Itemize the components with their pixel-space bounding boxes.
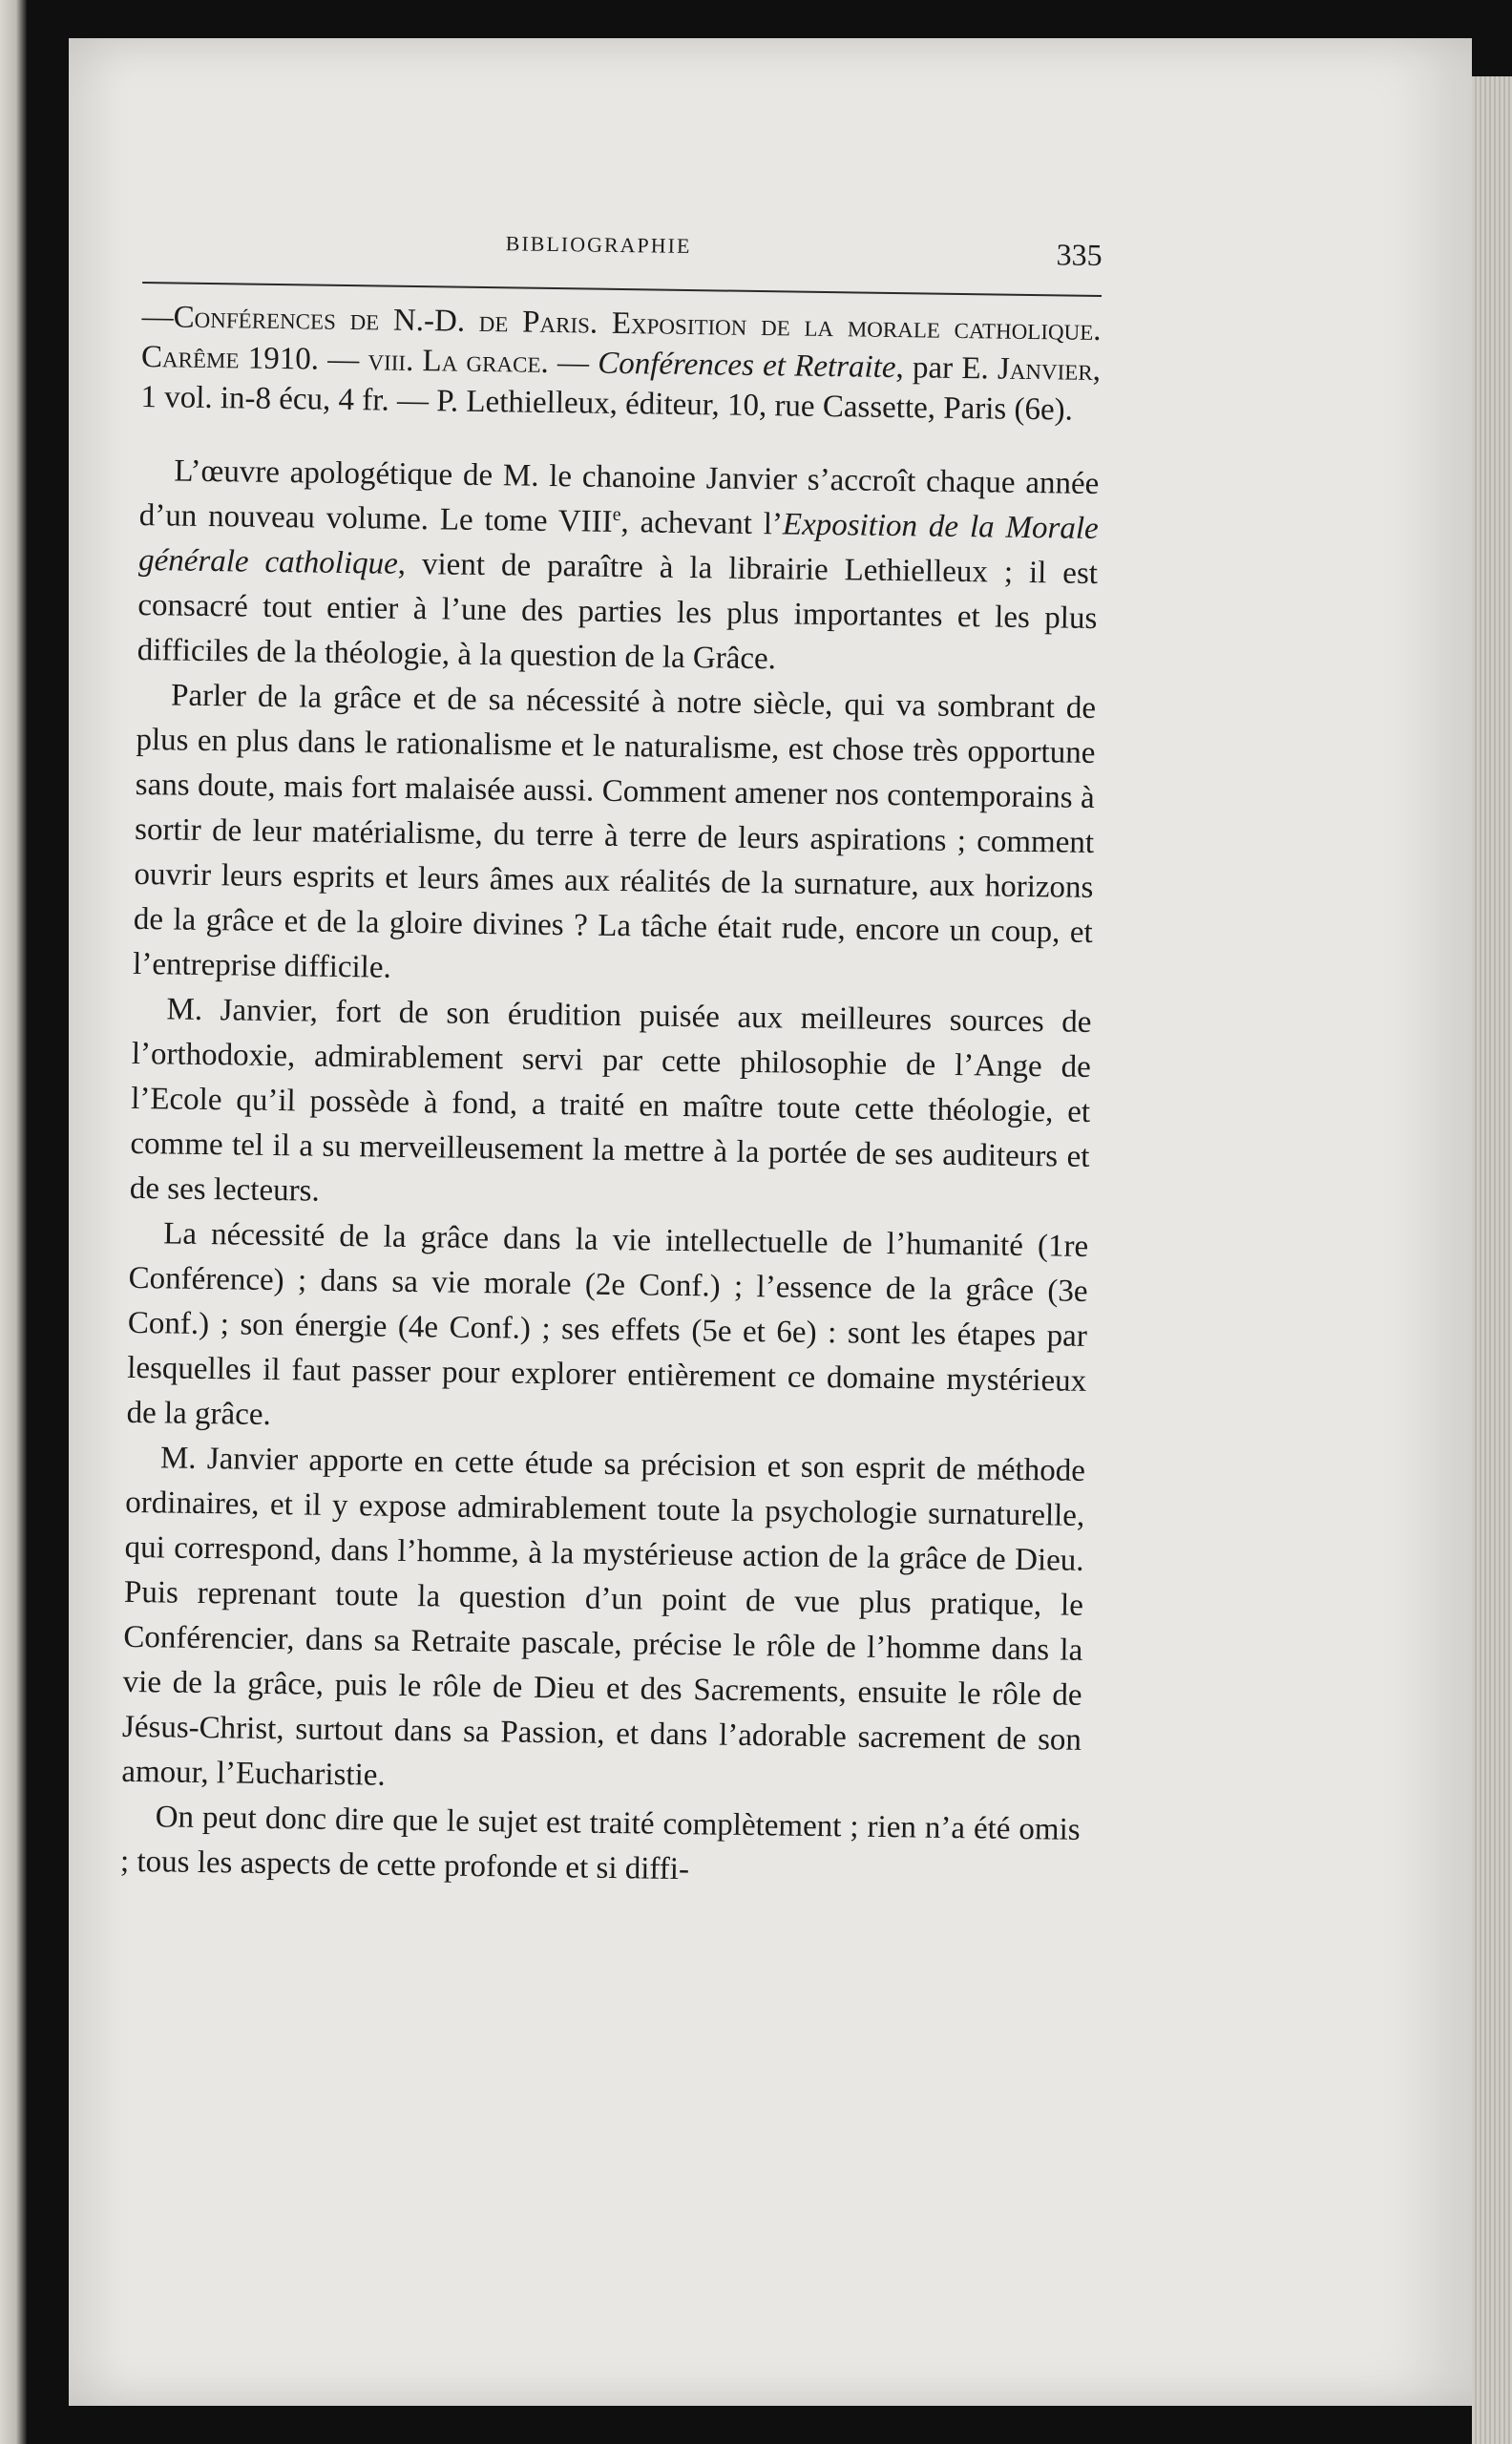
- paragraph-3: M. Janvier, fort de son érudition puisée aux meilleures sources de l’orthodoxie, admirablement servi par cette philosophie de l’Ange de l’Ecole qu’il possède à fond, a traité en maître toute cette théologie, et comme tel il a su merveilleusement la mettre à la portée de ses auditeurs et de ses lecteurs.: [129, 992, 1092, 1209]
- running-title: BIBLIOGRAPHIE: [505, 231, 692, 259]
- paragraph-5: M. Janvier apporte en cette étude sa précision et son esprit de méthode ordinaires, et il y expose admirablement toute la psychologie surnaturelle, qui correspond, dans l’homme, à la mystérieuse action de la grâce de Dieu. Puis reprenant toute la question d’un point de vue plus pratique, le Conférencier, dans sa Retraite pascale, précise le rôle de l’homme dans la vie de la grâce, puis le rôle de Dieu et des Sacrements, ensuite le rôle de Jésus-Christ, surtout dans sa Passion, et dans l’adorable sacrement de son amour, l’Eucharistie.: [121, 1441, 1086, 1793]
- p1-text-a: L’œuvre apologétique de M. le chanoine Janvier s’accroît chaque année d’un nouveau volume. Le tome VIII: [138, 453, 1100, 539]
- entry-series: Conférences de N.-D. de Paris. Exposition de la morale catholique. Carême 1910. — viii. La grace.: [140, 300, 1102, 380]
- entry-sep: —: [548, 345, 598, 381]
- bibliographic-entry: [140, 297, 1102, 431]
- entry-author: Janvier: [997, 351, 1093, 388]
- entry-dash: —: [141, 299, 174, 335]
- page-content: [120, 224, 1102, 1898]
- p1-text-c: , vient de paraître à la librairie Lethielleux ; il est consacré tout entier à l’une des parties les plus importantes et les plus difficiles de la théologie, à la question de la Grâce.: [136, 546, 1099, 677]
- facing-page-edge: [0, 0, 27, 2444]
- entry-by: , par E.: [895, 350, 998, 387]
- p1-sup: e: [612, 503, 621, 526]
- paragraph-2: Parler de la grâce et de sa nécessité à notre siècle, qui va sombrant de plus en plus dans le rationalisme et le naturalisme, est chose très opportune sans doute, mais fort malaisée aussi. Comment amener nos contemporains à sortir de leur matérialisme, du terre à terre de leurs aspirations ; comment ouvrir leurs esprits et leurs âmes aux réalités de la surnature, aux horizons de la grâce et de la gloire divines ? La tâche était rude, encore un coup, et l’entreprise difficile.: [132, 678, 1097, 985]
- paragraph-4: La nécessité de la grâce dans la vie intellectuelle de l’humanité (1re Conférence) ; dans sa vie morale (2e Conf.) ; l’essence de la grâce (3e Conf.) ; son énergie (4e Conf.) ; ses effets (5e et 6e) : sont les étapes par lesquelles il faut passer pour explorer entièrement ce domaine mystérieux de la grâce.: [126, 1216, 1089, 1432]
- page-number: 335: [1056, 237, 1102, 273]
- paragraph-1: [136, 449, 1099, 686]
- entry-details: , 1 vol. in-8 écu, 4 fr. — P. Lethielleux, éditeur, 10, rue Cassette, Paris (6e).: [140, 352, 1102, 428]
- page-stack-edge: [1472, 76, 1512, 2444]
- paragraph-6: On peut donc dire que le sujet est traité complètement ; rien n’a été omis ; tous les aspects de cette profonde et si diffi-: [119, 1800, 1081, 1887]
- page-header: [142, 224, 1102, 297]
- p1-text-b: , achevant l’: [620, 505, 784, 542]
- entry-subtitle: Conférences et Retraite: [597, 346, 896, 386]
- p1-italic-title: Exposition de la Morale générale catholique: [137, 507, 1099, 581]
